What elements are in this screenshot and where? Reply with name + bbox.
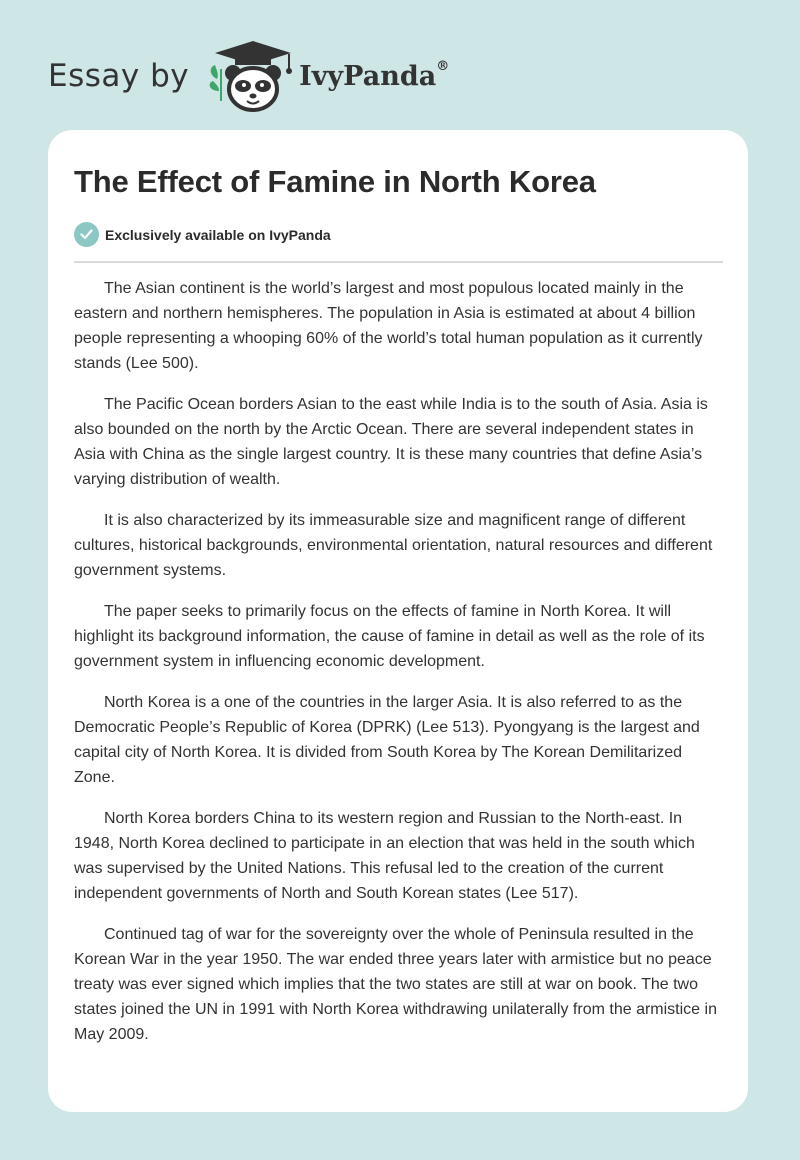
exclusive-badge [74, 222, 331, 247]
paragraph: The paper seeks to primarily focus on the effects of famine in North Korea. It will highlight its background information, the cause of famine in detail as well as the role of its government system in influencing economic development. [74, 603, 705, 670]
brand-name[interactable] [299, 58, 450, 92]
divider [74, 261, 723, 263]
paragraph: The Asian continent is the world’s largest and most populous located mainly in the eastern and northern hemispheres. The population in Asia is estimated at about 4 billion people representing a whooping 60% of the world’s total human population as it currently stands (Lee 500). [74, 280, 703, 372]
paragraph: The Pacific Ocean borders Asian to the east while India is to the south of Asia. Asia is also bounded on the north by the Arctic Ocean. There are several independent states in Asia with China as the single largest country. It is these many countries that define Asia’s varying distribution of wealth. [74, 396, 708, 488]
registered-mark: ® [436, 58, 450, 74]
exclusive-badge-label: Exclusively available on IvyPanda [105, 226, 331, 243]
essay-body [74, 276, 726, 1063]
essay-by-label: Essay by [48, 58, 190, 94]
paragraph: Continued tag of war for the sovereignty over the whole of Peninsula resulted in the Korean War in the year 1950. The war ended three years later with armistice but no peace treaty was ever signed which implies that the two states are still at war on book. The two states joined the UN in 1991 with North Korea withdrawing unilaterally from the armistice in May 2009. [74, 926, 717, 1043]
checkmark-icon [74, 222, 99, 247]
site-header [48, 36, 449, 116]
page-title: The Effect of Famine in North Korea [74, 164, 596, 199]
brand-label: IvyPanda [299, 60, 437, 92]
panda-logo-icon[interactable] [205, 39, 295, 113]
paragraph: It is also characterized by its immeasurable size and magnificent range of different cultures, historical backgrounds, environmental orientation, natural resources and different government systems. [74, 512, 713, 579]
paragraph: North Korea is a one of the countries in the larger Asia. It is also referred to as the Democratic People’s Republic of Korea (DPRK) (Lee 513). Pyongyang is the largest and capital city of North Korea. It is divided from South Korea by The Korean Demilitarized Zone. [74, 694, 700, 786]
essay-card [48, 130, 748, 1112]
paragraph: North Korea borders China to its western region and Russian to the North-east. In 1948, North Korea declined to participate in an election that was held in the south which was supervised by the United Nations. This refusal led to the creation of the current independent governments of North and South Korean states (Lee 517). [74, 810, 695, 902]
